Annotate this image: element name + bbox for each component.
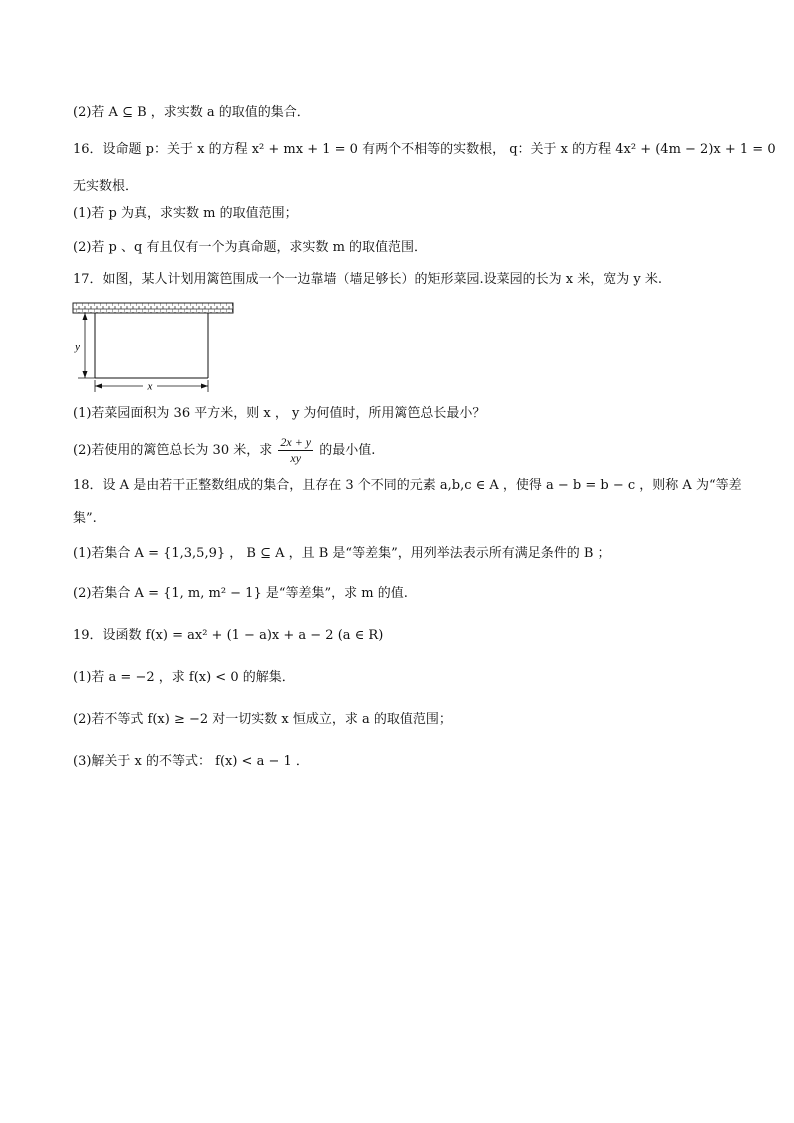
q17-part2: (2)若使用的篱笆总长为 30 米，求 $\frac{2x + y}{xy}$ 的最小值. — [73, 435, 376, 465]
q16-part2: (2)若 p 、q 有且仅有一个为真命题，求实数 m 的取值范围． — [73, 240, 428, 255]
q18-part2: (2)若集合 A = {1, m, m² − 1} 是“等差集”，求 m 的值. — [73, 586, 408, 601]
fraction: $\frac{2x + y}{xy}$ — [280, 435, 312, 465]
q19-part3: (3)解关于 x 的不等式： f(x) < a − 1 ． — [73, 754, 309, 769]
q18-stem-line2: 集”. — [73, 511, 97, 526]
q18-part1: (1)若集合 A = {1,3,5,9} ， B ⊆ A ，且 B 是“等差集”，用列举法表示所有满足条件的 B ； — [73, 546, 611, 561]
q16-stem-line2: 无实数根． — [73, 179, 139, 194]
q17-stem: 17．如图，某人计划用篱笆围成一个一边靠墙（墙足够长）的矩形菜园.设菜园的长为 x 米，宽为 y 米. — [73, 272, 663, 287]
q16-part1: (1)若 p 为真，求实数 m 的取值范围； — [73, 206, 298, 221]
q19-stem: 19．设函数 f(x) = ax² + (1 − a)x + a − 2 (a ∈ R) — [73, 628, 384, 643]
q15-part2: (2)若 A ⊆ B ，求实数 a 的取值的集合． — [73, 105, 310, 120]
q19-part1: (1)若 a = −2 ，求 f(x) < 0 的解集． — [73, 670, 295, 685]
garden-fence-figure — [70, 300, 240, 400]
label-x: x — [147, 380, 153, 393]
q18-stem-line1: 18．设 A 是由若干正整数组成的集合，且存在 3 个不同的元素 a,b,c ∈ A ，使得 a − b = b − c ，则称 A 为“等差 — [73, 478, 742, 493]
q19-part2: (2)若不等式 f(x) ≥ −2 对一切实数 x 恒成立，求 a 的取值范围； — [73, 712, 452, 727]
label-y: y — [75, 341, 80, 353]
q17-part1: (1)若菜园面积为 36 平方米，则 x ， y 为何值时，所用篱笆总长最小？ — [73, 406, 486, 421]
wall — [73, 303, 233, 313]
q16-stem-line1: 16．设命题 p：关于 x 的方程 x² + mx + 1 = 0 有两个不相等的实数根， q：关于 x 的方程 4x² + (4m − 2)x + 1 = 0 — [73, 142, 776, 157]
